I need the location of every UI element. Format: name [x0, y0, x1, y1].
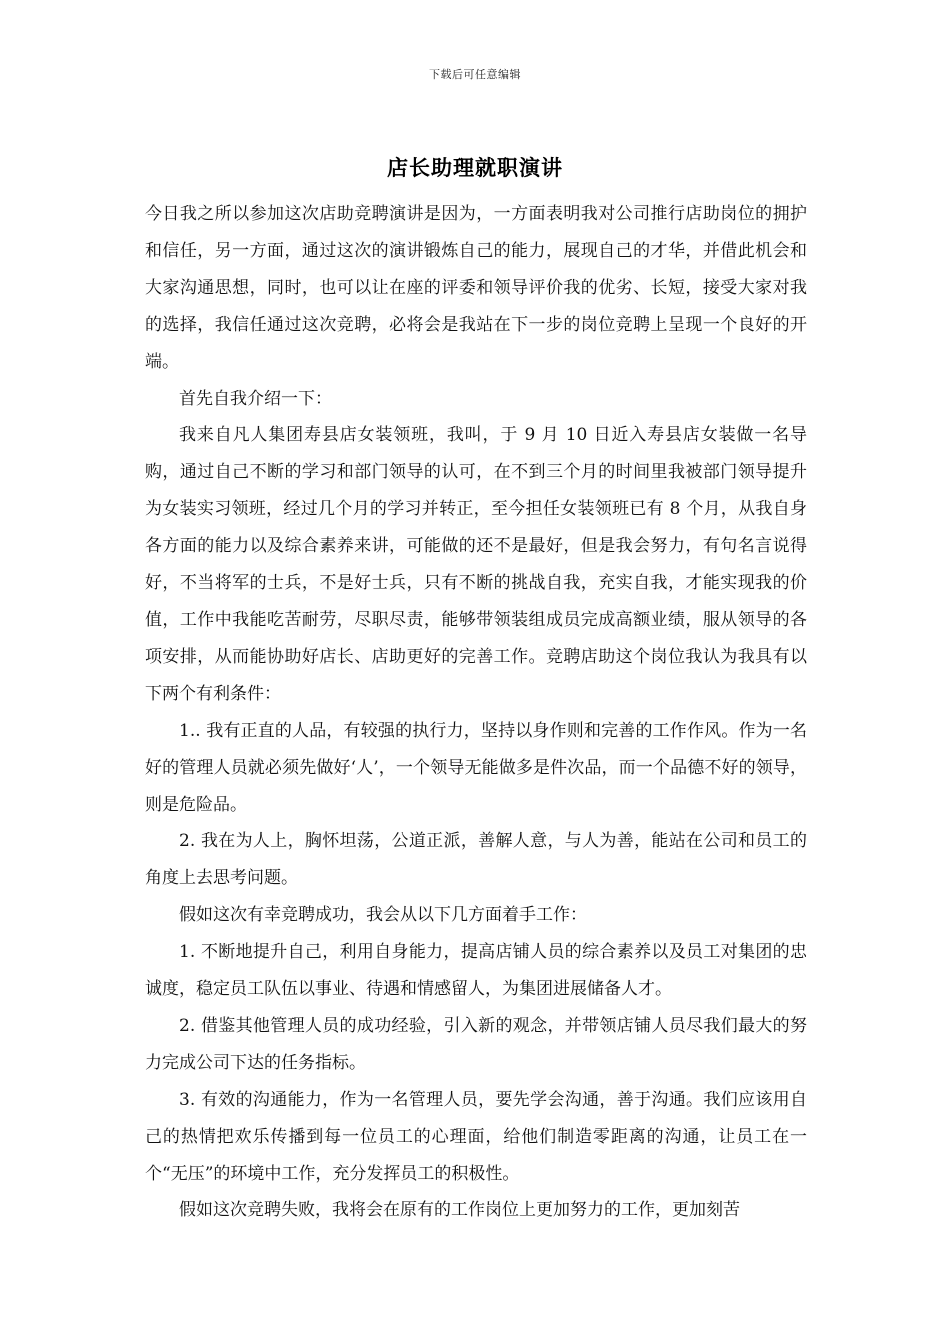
paragraph-plan-3: 3. 有效的沟通能力，作为一名管理人员，要先学会沟通，善于沟通。我们应该用自己的热情把欢乐传播到每一位员工的心理面，给他们制造零距离的沟通，让员工在一个“无压”的环境中工作，充分发挥员工的积极性。: [145, 1089, 807, 1184]
paragraph-intro: 今日我之所以参加这次店助竞聘演讲是因为，一方面表明我对公司推行店助岗位的拥护和信任，另一方面，通过这次的演讲锻炼自己的能力，展现自己的才华，并借此机会和大家沟通思想，同时，也可以让在座的评委和领导评价我的优劣、长短，接受大家对我的选择，我信任通过这次竞聘，必将会是我站在下一步的岗位竞聘上呈现一个良好的开端。: [145, 204, 807, 372]
page-title: 店长助理就职演讲: [387, 156, 563, 180]
document-body: [145, 196, 807, 1229]
header-note: 下载后可任意编辑: [429, 68, 521, 81]
paragraph-plan-1: 1. 不断地提升自己，利用自身能力，提高店铺人员的综合素养以及员工对集团的忠诚度，稳定员工队伍以事业、待遇和情感留人，为集团进展储备人才。: [145, 942, 807, 1000]
paragraph-condition-1: 1.. 我有正直的人品，有较强的执行力，坚持以身作则和完善的工作作风。作为一名好的管理人员就必须先做好‘人’，一个领导无能做多是件次品，而一个品德不好的领导，则是危险品。: [145, 720, 807, 815]
paragraph-condition-2: 2. 我在为人上，胸怀坦荡，公道正派，善解人意，与人为善，能站在公司和员工的角度上去思考问题。: [145, 831, 807, 889]
paragraph-failure: 假如这次竞聘失败，我将会在原有的工作岗位上更加努力的工作，更加刻苦: [179, 1200, 740, 1221]
paragraph-plan-heading: 假如这次有幸竞聘成功，我会从以下几方面着手工作：: [179, 905, 587, 926]
paragraph-self-intro-heading: 首先自我介绍一下：: [179, 388, 332, 409]
paragraph-plan-2: 2. 借鉴其他管理人员的成功经验，引入新的观念，并带领店铺人员尽我们最大的努力完成公司下达的任务指标。: [145, 1015, 807, 1073]
paragraph-self-intro: 我来自凡人集团寿县店女装领班，我叫，于 9 月 10 日近入寿县店女装做一名导购，通过自己不断的学习和部门领导的认可，在不到三个月的时间里我被部门领导提升为女装实习领班，经过几个月的学习并转正，至今担任女装领班已有 8 个月，从我自身各方面的能力以及综合素养来讲，可能做的还不是最好，但是我会努力，有句名言说得好，不当将军的士兵，不是好士兵，只有不断的挑战自我，充实自我，才能实现我的价值，工作中我能吃苦耐劳，尽职尽责，能够带领装组成员完成高额业绩，服从领导的各项安排，从而能协助好店长、店助更好的完善工作。竞聘店助这个岗位我认为我具有以下两个有利条件：: [145, 425, 807, 704]
